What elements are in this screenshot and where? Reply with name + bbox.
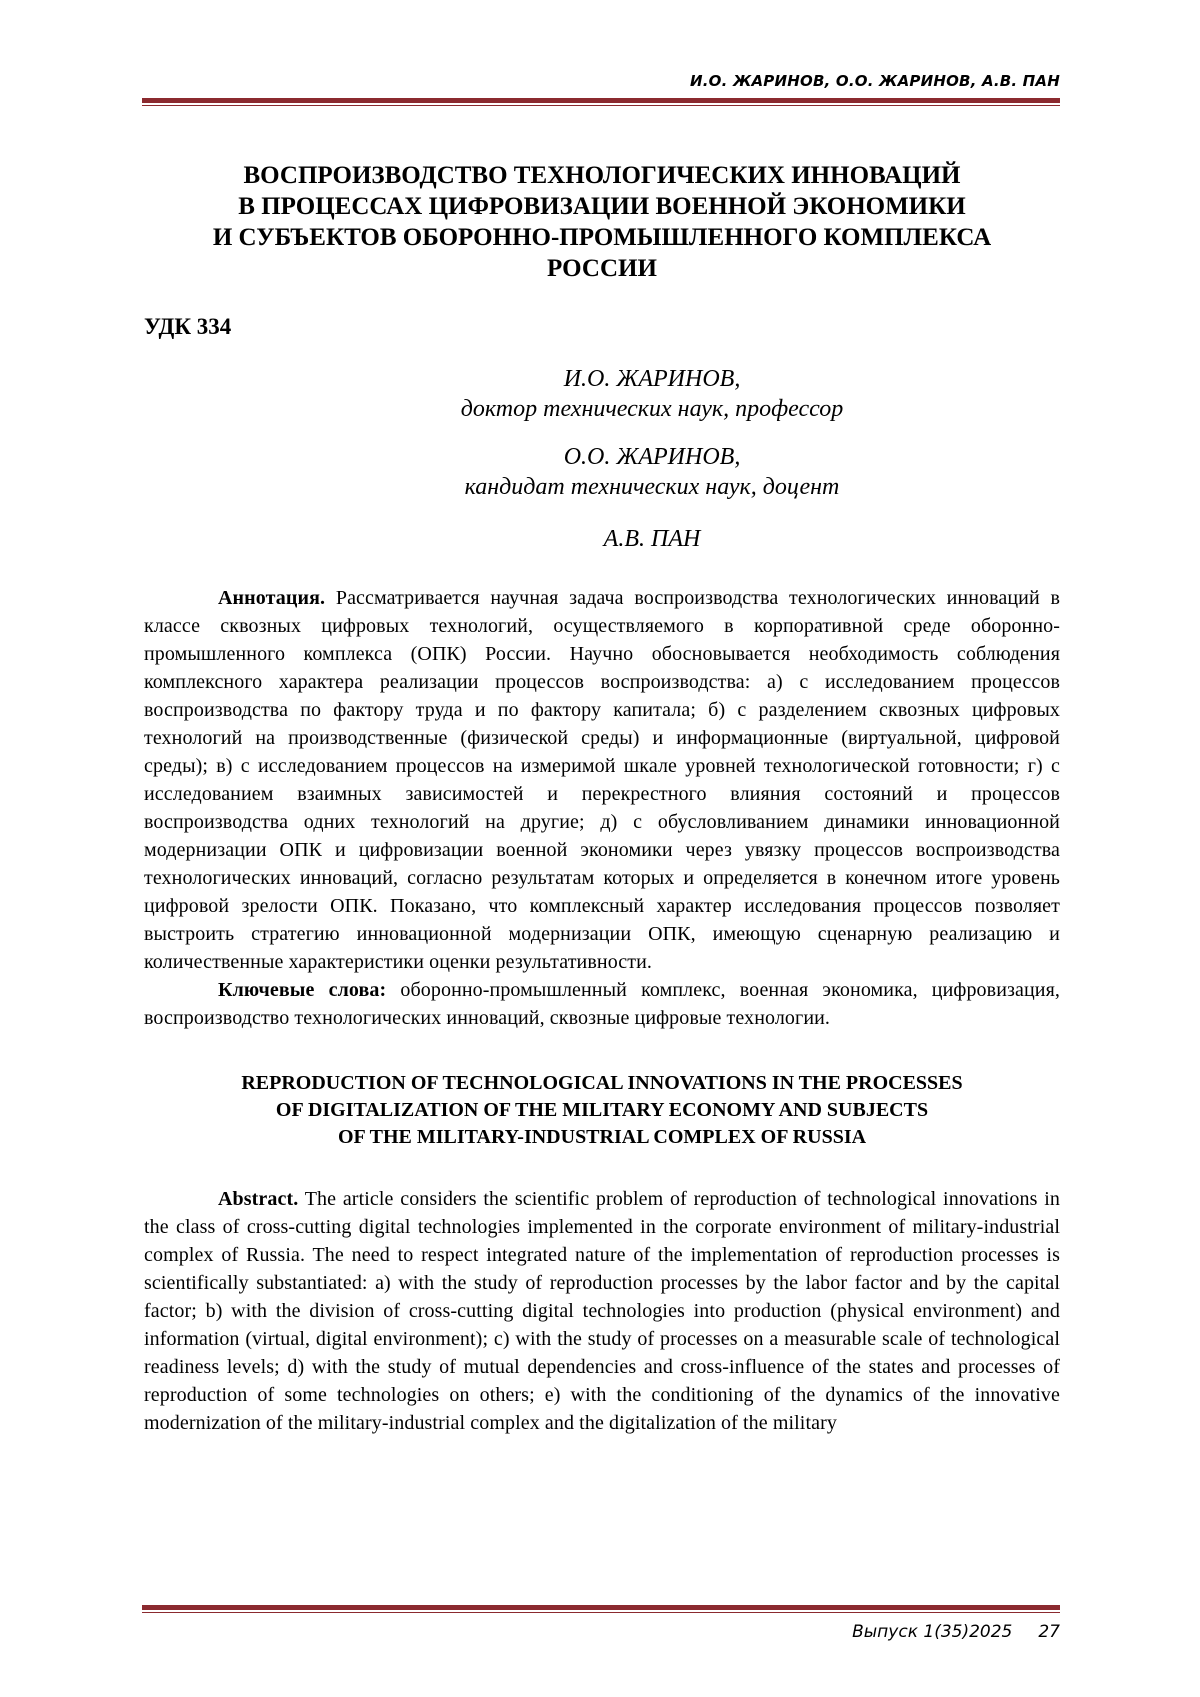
- keywords-ru: [144, 976, 1060, 1032]
- udk-code: УДК 334: [144, 314, 232, 339]
- author-degree: доктор технических наук, профессор: [460, 396, 844, 422]
- abstract-ru-lead: Аннотация.: [218, 587, 326, 609]
- title-ru-line: РОССИИ: [547, 255, 657, 282]
- author-block: [244, 364, 1060, 424]
- issue-label: Выпуск 1(35)2025: [852, 1622, 1013, 1642]
- abstract-en-text: The article considers the scientific problem of reproduction of technological innovations in the class of cross-cutting digital technologies implemented in the corporate environment of military-industrial complex of Russia. The need to respect integrated nature of the implementation of reproduction processes is scientifically substantiated: a) with the study of reproduction processes by the labor factor and by the capital factor; b) with the division of cross-cutting digital technologies into production (physical environment) and information (virtual, digital environment); c) with the study of processes on a measurable scale of technological readiness levels; d) with the study of mutual dependencies and cross-influence of the states and processes of reproduction of some technologies on others; e) with the conditioning of the dynamics of the innovative modernization of the military-industrial complex and the digitalization of the military: [144, 1188, 1060, 1434]
- page-number: 27: [1038, 1622, 1060, 1642]
- title-ru-line: И СУБЪЕКТОВ ОБОРОННО-ПРОМЫШЛЕННОГО КОМПЛЕКСА: [212, 224, 992, 251]
- header-rule: [142, 98, 1060, 106]
- author-name: А.В. ПАН: [603, 526, 701, 552]
- title-ru-line: В ПРОЦЕССАХ ЦИФРОВИЗАЦИИ ВОЕННОЙ ЭКОНОМИКИ: [238, 193, 966, 220]
- article-title-en: [144, 1070, 1060, 1151]
- keywords-ru-lead: Ключевые слова:: [218, 979, 387, 1001]
- abstract-en: [144, 1185, 1060, 1437]
- author-block: [244, 442, 1060, 502]
- author-name: О.О. ЖАРИНОВ,: [563, 444, 741, 470]
- page-footer: [852, 1622, 1060, 1642]
- title-en-line: OF DIGITALIZATION OF THE MILITARY ECONOMY AND SUBJECTS: [275, 1099, 929, 1121]
- title-ru-line: ВОСПРОИЗВОДСТВО ТЕХНОЛОГИЧЕСКИХ ИННОВАЦИЙ: [243, 162, 961, 189]
- title-en-line: REPRODUCTION OF TECHNOLOGICAL INNOVATIONS IN THE PROCESSES: [241, 1072, 963, 1094]
- keywords-ru-text: оборонно-промышленный комплекс, военная экономика, цифровизация, воспроизводство технологических инноваций, сквозные цифровые технологии.: [144, 979, 1060, 1029]
- abstract-ru-text: Рассматривается научная задача воспроизводства технологических инноваций в классе сквозных цифровых технологий, осуществляемого в корпоративной среде оборонно-промышленного комплекса (ОПК) России. Научно обосновывается необходимость соблюдения комплексного характера реализации процессов воспроизводства: а) с исследованием процессов воспроизводства по фактору труда и по фактору капитала; б) с разделением сквозных цифровых технологий на производственные (физической среды) и информационные (виртуальной, цифровой среды); в) с исследованием процессов на измеримой шкале уровней технологической готовности; г) с исследованием взаимных зависимостей и перекрестного влияния состояний и процессов воспроизводства одних технологий на другие; д) с обусловливанием динамики инновационной модернизации ОПК и цифровизации военной экономики через увязку процессов воспроизводства технологических инноваций, согласно результатам которых и определяется в конечном итоге уровень цифровой зрелости ОПК. Показано, что комплексный характер исследования процессов позволяет выстроить стратегию инновационной модернизации ОПК, имеющую сценарную реализацию и количественные характеристики оценки результативности.: [144, 587, 1060, 973]
- abstract-en-lead: Abstract.: [218, 1188, 299, 1210]
- article-title-ru: [144, 160, 1060, 284]
- author-degree: кандидат технических наук, доцент: [464, 474, 840, 500]
- title-en-line: OF THE MILITARY-INDUSTRIAL COMPLEX OF RUSSIA: [337, 1126, 867, 1148]
- abstract-ru: [144, 584, 1060, 976]
- running-header: И.О. ЖАРИНОВ, О.О. ЖАРИНОВ, А.В. ПАН: [690, 72, 1060, 90]
- author-name: И.О. ЖАРИНОВ,: [563, 366, 741, 392]
- author-block: [244, 524, 1060, 554]
- footer-rule: [142, 1605, 1060, 1613]
- article-body: [144, 160, 1060, 1437]
